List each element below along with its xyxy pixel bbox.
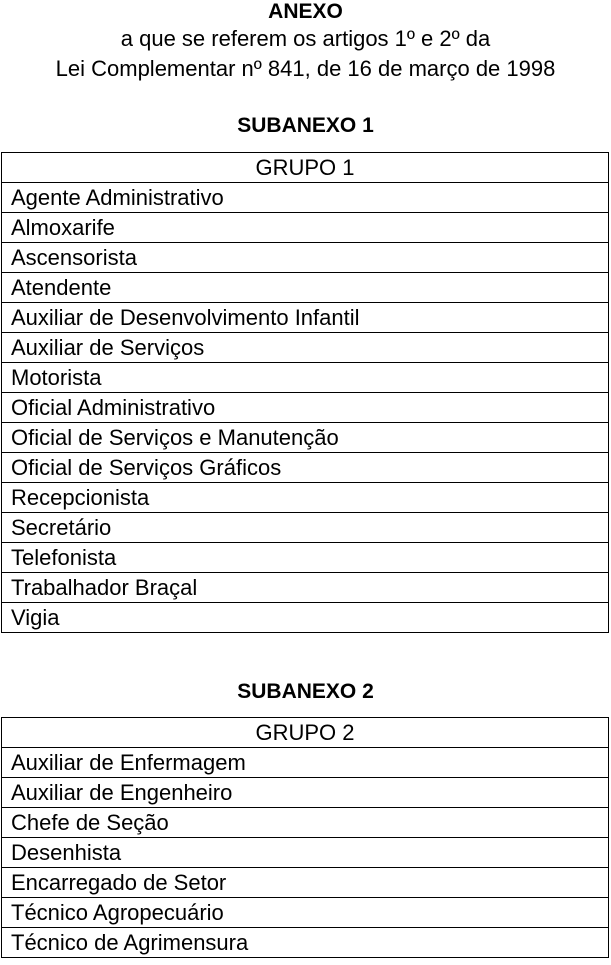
table-cell: Secretário bbox=[2, 513, 609, 543]
table-cell: Telefonista bbox=[2, 543, 609, 573]
table-row bbox=[2, 718, 609, 748]
table-cell: Desenhista bbox=[2, 838, 609, 868]
table-cell: Trabalhador Braçal bbox=[2, 573, 609, 603]
table-row bbox=[2, 363, 609, 393]
table-cell: Recepcionista bbox=[2, 483, 609, 513]
subanexo-2-heading: SUBANEXO 2 bbox=[237, 680, 374, 703]
table-row bbox=[2, 868, 609, 898]
grupo-1-table bbox=[1, 152, 609, 633]
table-row bbox=[2, 543, 609, 573]
table-row bbox=[2, 273, 609, 303]
table-row bbox=[2, 213, 609, 243]
grupo-2-table bbox=[1, 717, 609, 958]
grupo-1-header: GRUPO 1 bbox=[2, 153, 609, 183]
table-cell: Técnico de Agrimensura bbox=[2, 928, 609, 958]
table-cell: Auxiliar de Serviços bbox=[2, 333, 609, 363]
document-header bbox=[0, 0, 611, 84]
table-cell: Oficial de Serviços Gráficos bbox=[2, 453, 609, 483]
table-row bbox=[2, 423, 609, 453]
table-row bbox=[2, 898, 609, 928]
table-row bbox=[2, 778, 609, 808]
table-cell: Ascensorista bbox=[2, 243, 609, 273]
table-row bbox=[2, 928, 609, 958]
table-row bbox=[2, 808, 609, 838]
table-row bbox=[2, 513, 609, 543]
table-cell: Auxiliar de Desenvolvimento Infantil bbox=[2, 303, 609, 333]
table-cell: Vigia bbox=[2, 603, 609, 633]
table-row bbox=[2, 153, 609, 183]
subanexo-1-heading: SUBANEXO 1 bbox=[237, 114, 374, 137]
table-row bbox=[2, 303, 609, 333]
table-cell: Técnico Agropecuário bbox=[2, 898, 609, 928]
table-row bbox=[2, 453, 609, 483]
table-row bbox=[2, 573, 609, 603]
table-cell: Oficial de Serviços e Manutenção bbox=[2, 423, 609, 453]
grupo-2-header: GRUPO 2 bbox=[2, 718, 609, 748]
table-row bbox=[2, 183, 609, 213]
table-cell: Chefe de Seção bbox=[2, 808, 609, 838]
subtitle-line-1: a que se referem os artigos 1º e 2º da bbox=[120, 26, 491, 51]
table-cell: Auxiliar de Engenheiro bbox=[2, 778, 609, 808]
table-row bbox=[2, 838, 609, 868]
table-row bbox=[2, 333, 609, 363]
table-cell: Almoxarife bbox=[2, 213, 609, 243]
table-row bbox=[2, 748, 609, 778]
table-row bbox=[2, 483, 609, 513]
table-cell: Oficial Administrativo bbox=[2, 393, 609, 423]
table-cell: Agente Administrativo bbox=[2, 183, 609, 213]
table-cell: Auxiliar de Enfermagem bbox=[2, 748, 609, 778]
subtitle-line-2: Lei Complementar nº 841, de 16 de março de 1998 bbox=[55, 56, 556, 81]
table-row bbox=[2, 243, 609, 273]
table-cell: Motorista bbox=[2, 363, 609, 393]
table-cell: Atendente bbox=[2, 273, 609, 303]
anexo-title: ANEXO bbox=[268, 0, 343, 23]
table-row bbox=[2, 603, 609, 633]
table-cell: Encarregado de Setor bbox=[2, 868, 609, 898]
table-row bbox=[2, 393, 609, 423]
